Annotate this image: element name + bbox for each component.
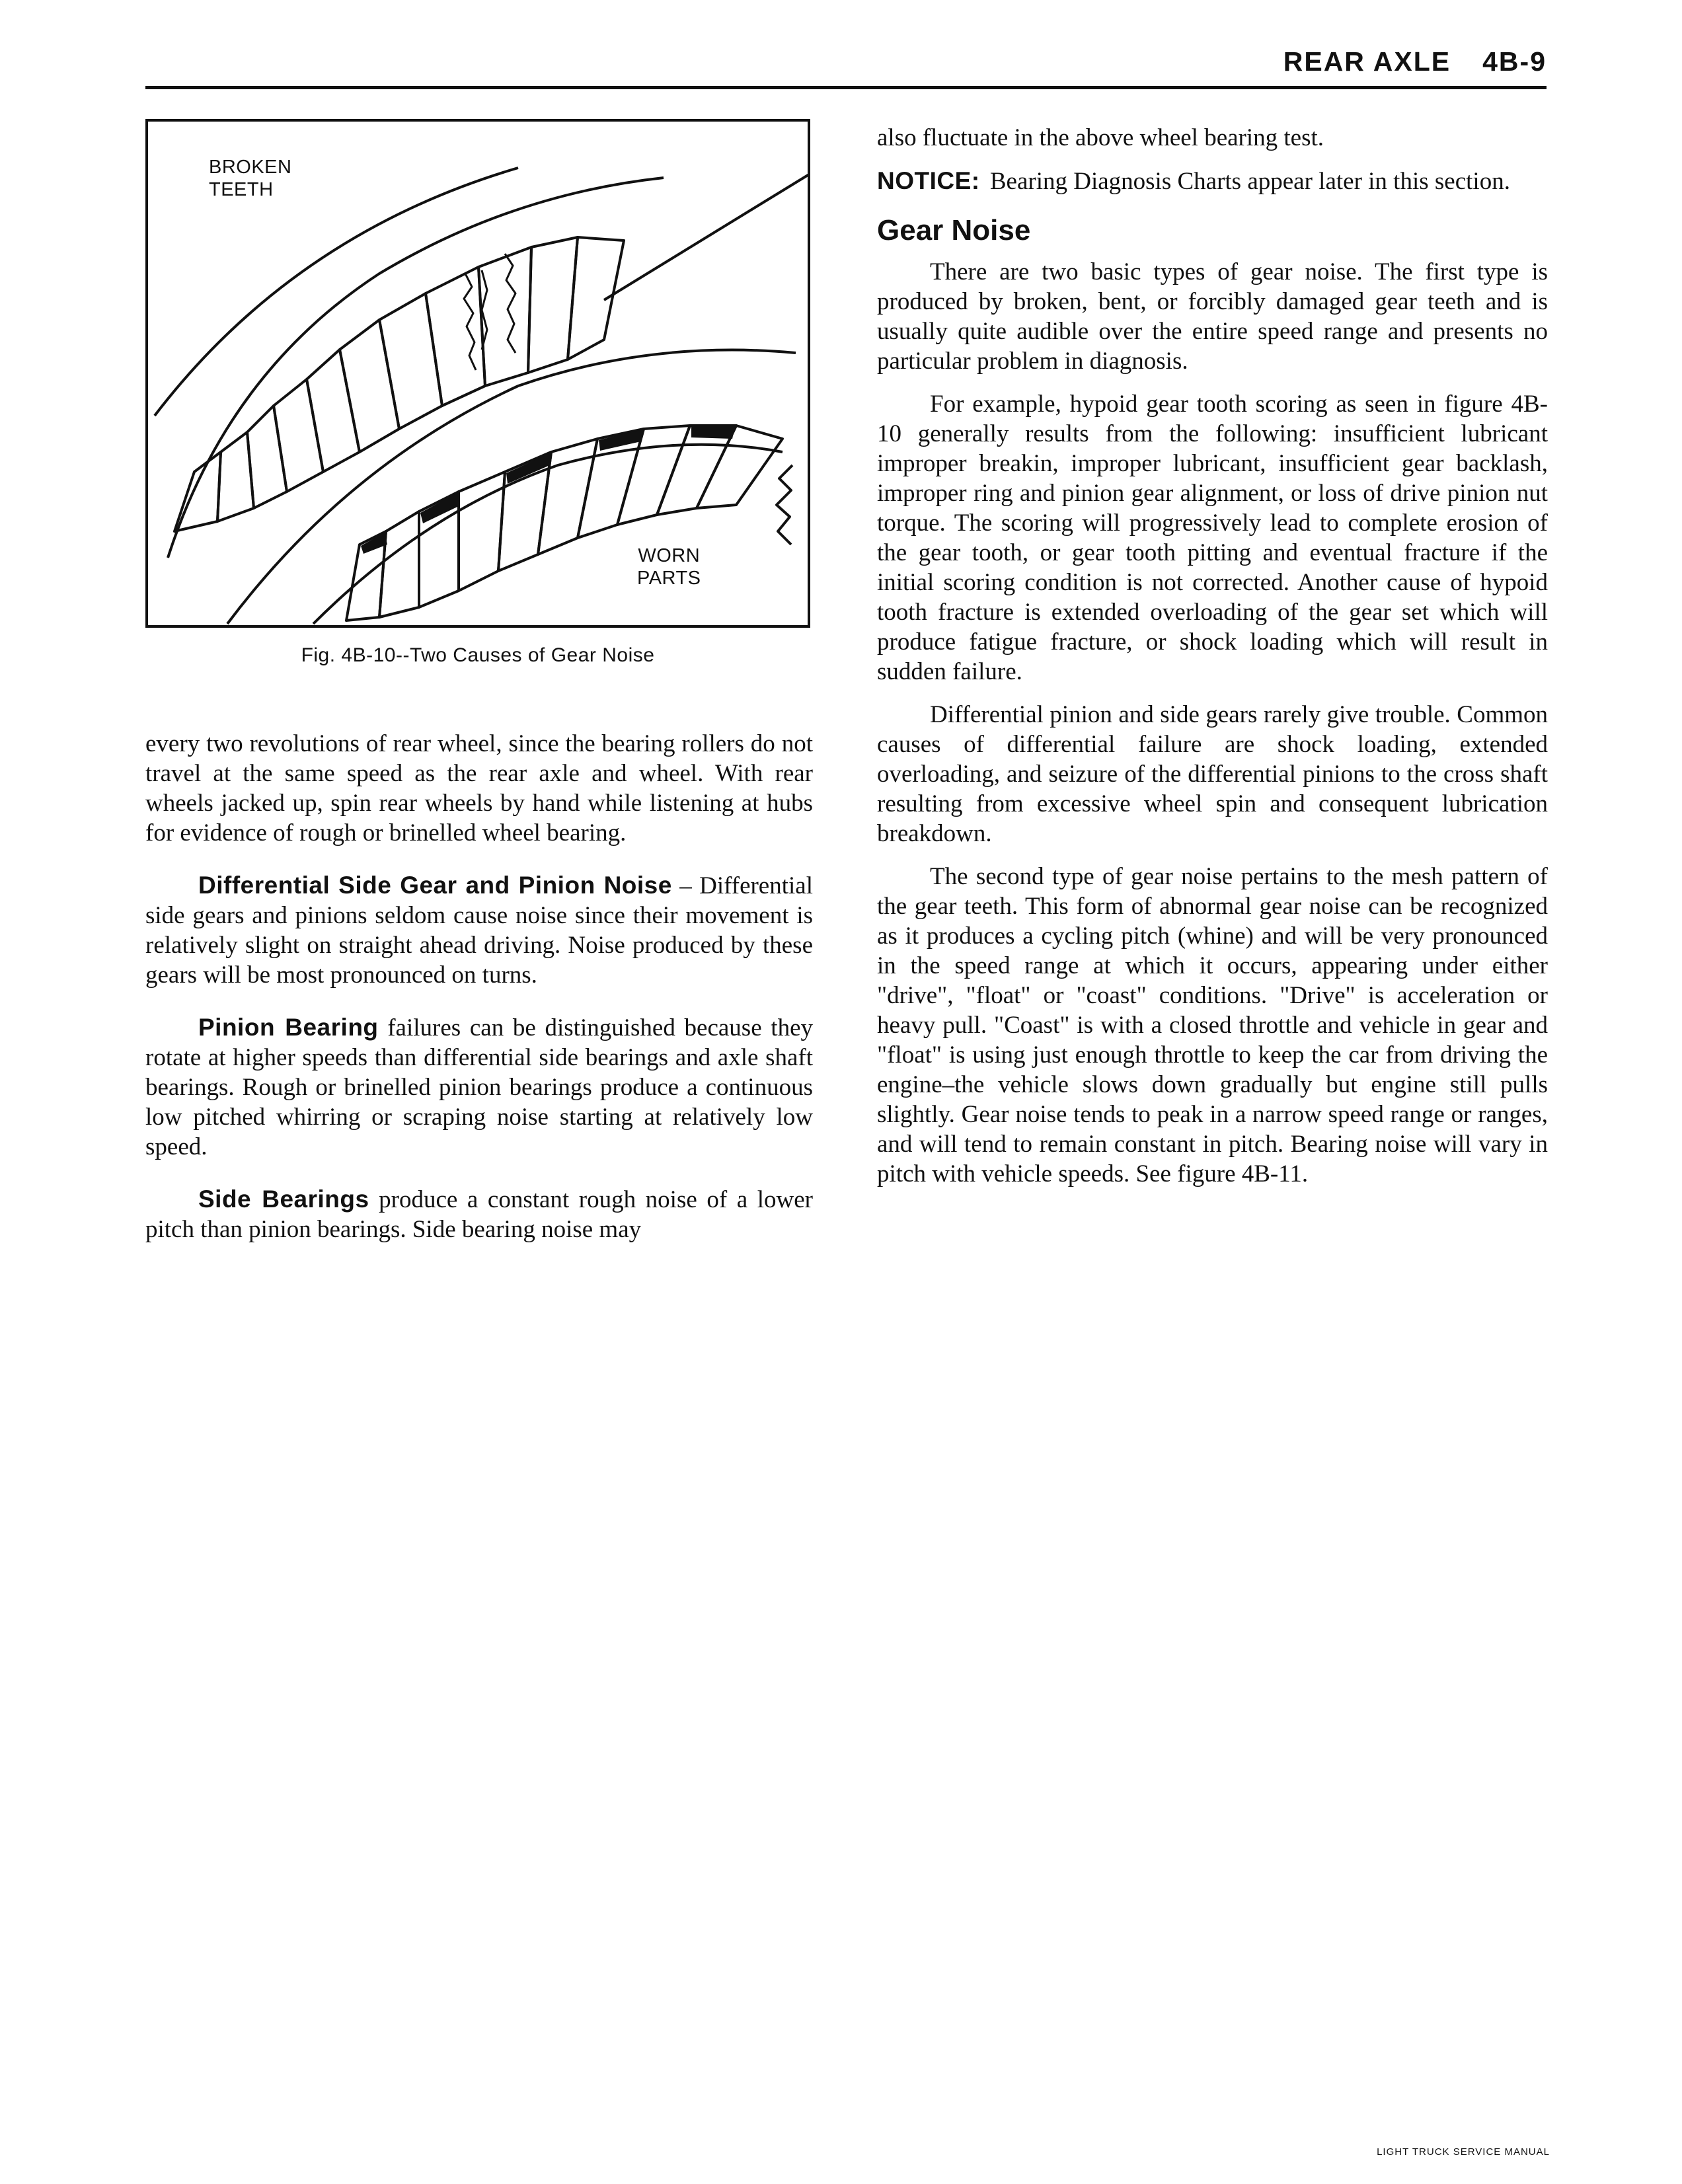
upper-gear-outer-arc xyxy=(155,168,518,416)
label-worn-line-1: WORN xyxy=(638,545,701,566)
heading-gear-noise: Gear Noise xyxy=(877,214,1031,246)
upper-gear-inner-arc xyxy=(168,178,664,558)
divider-line xyxy=(604,174,809,300)
lower-gear-outer-arc xyxy=(227,350,796,624)
body-differential-side-gear: – Differential side gears and pinions seldom cause noise since their movement is relatively slight on straight ahead driving. Noise produced by these gears will be most pronounced on turns. xyxy=(145,872,813,989)
heading-pinion-bearing: Pinion Bearing xyxy=(198,1014,379,1041)
label-worn-line-2: PARTS xyxy=(637,568,701,589)
page-footer: LIGHT TRUCK SERVICE MANUAL xyxy=(1377,2146,1550,2158)
notice-label: NOTICE: xyxy=(877,167,980,194)
figure-caption: Fig. 4B-10--Two Causes of Gear Noise xyxy=(301,644,655,666)
paragraph-differential-side-gear xyxy=(145,870,813,990)
paragraph-pinion-bearing xyxy=(145,1012,813,1162)
body-pinion-bearing: failures can be distinguished because they rotate at higher speeds than differential side bearings and axle shaft bearings. Rough or brinelled pinion bearings produce a continuous low pitched whirring or scraping noise starting at relatively low speed. xyxy=(145,1014,814,1160)
heading-differential-side-gear: Differential Side Gear and Pinion Noise xyxy=(198,872,672,899)
paragraph-differential-pinion: Differential pinion and side gears rarely give trouble. Common causes of differential failure are shock loading, extended overloading, and seizure of the differential pinions to the cross shaft resulting from excessive wheel spin and consequent lubrication breakdown. xyxy=(877,701,1548,847)
notice-text: Bearing Diagnosis Charts appear later in this section. xyxy=(983,168,1510,195)
section-title: REAR AXLE xyxy=(1283,46,1451,77)
paragraph-second-type: The second type of gear noise pertains to the mesh pattern of the gear teeth. This form of abnormal gear noise can be recognized as it produces a cycling pitch (whine) and will be very pronounced in the speed range at which it occurs, appearing under either "drive", "float" or "coast" conditions. "Drive" is acceleration or heavy pull. "Coast" is with a closed throttle and vehicle in gear and "float" is using just enough throttle to keep the car from driving the engine–the vehicle slows down gradually but engine still pulls slightly. Gear noise tends to peak in a narrow speed range or ranges, and will tend to remain constant in pitch. Bearing noise will vary in pitch with vehicle speeds. See figure 4B-11. xyxy=(877,863,1548,1187)
heading-side-bearings: Side Bearings xyxy=(198,1186,369,1213)
page-number: 4B-9 xyxy=(1482,46,1547,77)
page-header xyxy=(145,46,1547,89)
paragraph-hypoid-scoring: For example, hypoid gear tooth scoring as seen in figure 4B-10 generally results from the following: insufficient lubricant improper breakin, improper lubricant, insufficient gear backlash, improper ring and pinion gear alignment, or loss of drive pinion nut torque. The scoring will progressively lead to complete erosion of the gear tooth, or gear tooth pitting and eventual fracture if the initial scoring condition is not corrected. Another cause of hypoid tooth fracture is extended overloading of the gear set which will produce fatigue fracture, or shock loading which will result in sudden failure. xyxy=(877,391,1548,685)
upper-gear-teeth xyxy=(174,237,624,531)
left-column xyxy=(145,729,813,1258)
label-broken-line-1: BROKEN xyxy=(209,157,292,178)
notice xyxy=(877,166,1548,196)
paragraph-fluctuate: also fluctuate in the above wheel bearing test. xyxy=(877,124,1324,151)
paragraph-gear-noise-types: There are two basic types of gear noise. The first type is produced by broken, bent, or forcibly damaged gear teeth and is usually quite audible over the entire speed range and presents no particular problem in diagnosis. xyxy=(877,258,1548,375)
label-broken-teeth xyxy=(209,156,291,201)
worn-parts-zigzag xyxy=(777,465,792,545)
right-column xyxy=(877,123,1548,1202)
paragraph-wheel-bearing-continued: every two revolutions of rear wheel, since the bearing rollers do not travel at the same speed as the rear axle and wheel. With rear wheels jacked up, spin rear wheels by hand while listening at hubs for evidence of rough or brinelled wheel bearing. xyxy=(145,730,813,847)
figure-gear-noise xyxy=(145,119,810,628)
label-broken-line-2: TEETH xyxy=(209,179,274,200)
header-text xyxy=(1283,46,1547,77)
lower-gear-teeth xyxy=(346,426,783,621)
label-worn-parts xyxy=(637,545,701,589)
paragraph-side-bearings xyxy=(145,1184,813,1244)
body-side-bearings: produce a constant rough noise of a lower pitch than pinion bearings. Side bearing noise may xyxy=(145,1186,813,1243)
